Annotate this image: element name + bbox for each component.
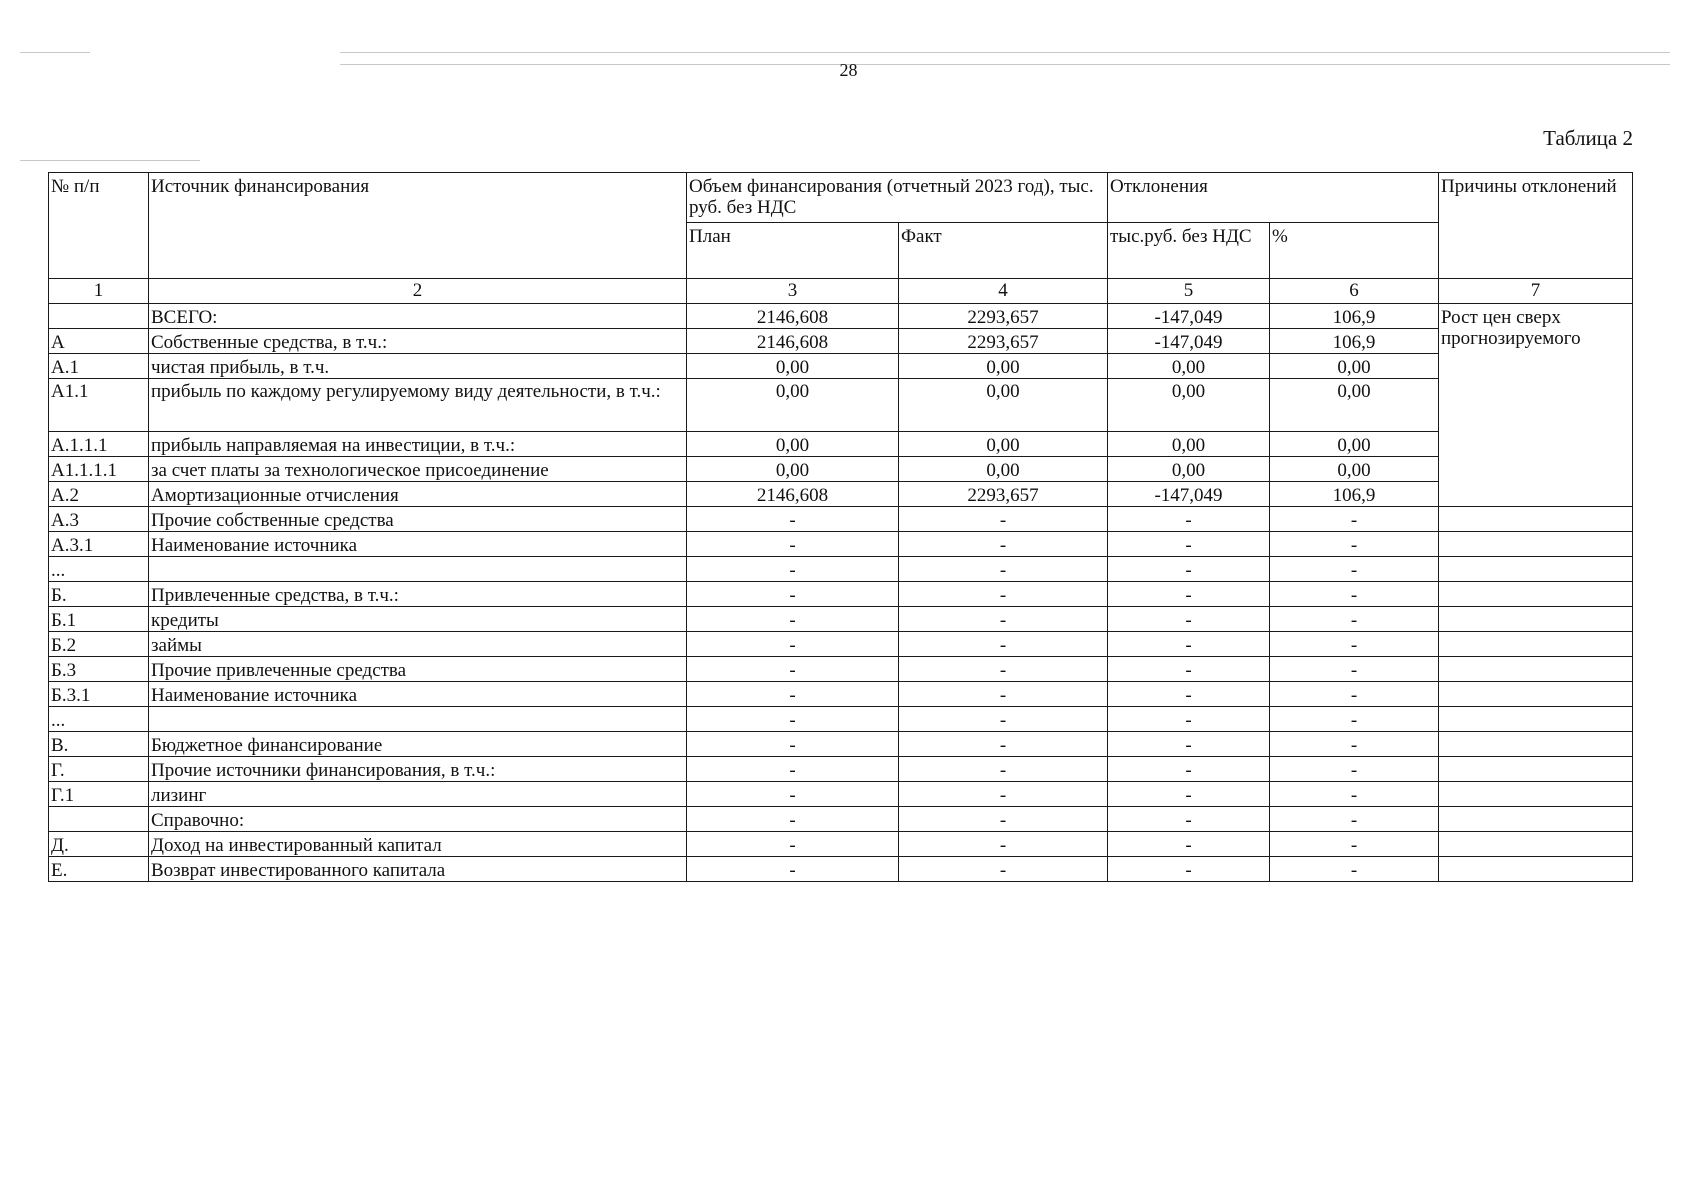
row-deviation-abs: - xyxy=(1108,857,1270,882)
header-num: № п/п xyxy=(49,173,149,279)
column-number: 4 xyxy=(899,279,1108,304)
row-plan-value: - xyxy=(687,607,899,632)
row-num: Б.2 xyxy=(49,632,149,657)
row-source-name: Амортизационные отчисления xyxy=(149,482,687,507)
table-row xyxy=(49,657,1633,682)
row-deviation-pct: 0,00 xyxy=(1270,354,1439,379)
row-deviation-abs: 0,00 xyxy=(1108,432,1270,457)
table-row xyxy=(49,354,1633,379)
row-plan-value: 2146,608 xyxy=(687,329,899,354)
scan-line xyxy=(340,52,1670,53)
row-deviation-pct: - xyxy=(1270,507,1439,532)
header-plan: План xyxy=(687,223,899,279)
row-source-name: Бюджетное финансирование xyxy=(149,732,687,757)
row-deviation-pct: - xyxy=(1270,757,1439,782)
row-deviation-pct: - xyxy=(1270,857,1439,882)
row-num xyxy=(49,807,149,832)
row-fact-value: - xyxy=(899,657,1108,682)
row-deviation-pct: 106,9 xyxy=(1270,482,1439,507)
row-num: Б.3.1 xyxy=(49,682,149,707)
row-source-name: Собственные средства, в т.ч.: xyxy=(149,329,687,354)
table-caption: Таблица 2 xyxy=(1543,126,1633,150)
row-plan-value: - xyxy=(687,657,899,682)
header-dev-pct: % xyxy=(1270,223,1439,279)
row-reason-empty xyxy=(1439,682,1633,707)
row-plan-value: - xyxy=(687,807,899,832)
row-fact-value: - xyxy=(899,632,1108,657)
row-deviation-abs: - xyxy=(1108,657,1270,682)
row-plan-value: 2146,608 xyxy=(687,482,899,507)
row-num: А.1 xyxy=(49,354,149,379)
table-row xyxy=(49,432,1633,457)
row-num: Е. xyxy=(49,857,149,882)
row-num xyxy=(49,304,149,329)
row-fact-value: - xyxy=(899,732,1108,757)
row-deviation-abs: - xyxy=(1108,582,1270,607)
header-fact: Факт xyxy=(899,223,1108,279)
row-plan-value: - xyxy=(687,757,899,782)
row-plan-value: - xyxy=(687,582,899,607)
row-num: А1.1 xyxy=(49,379,149,432)
table-row xyxy=(49,707,1633,732)
table-row xyxy=(49,379,1633,432)
row-fact-value: - xyxy=(899,582,1108,607)
row-deviation-pct: - xyxy=(1270,557,1439,582)
row-plan-value: - xyxy=(687,682,899,707)
row-deviation-abs: - xyxy=(1108,507,1270,532)
row-deviation-abs: - xyxy=(1108,782,1270,807)
row-deviation-abs: - xyxy=(1108,607,1270,632)
row-source-name: Прочие собственные средства xyxy=(149,507,687,532)
row-deviation-abs: 0,00 xyxy=(1108,379,1270,432)
row-fact-value: - xyxy=(899,557,1108,582)
row-fact-value: - xyxy=(899,757,1108,782)
row-deviation-abs: - xyxy=(1108,557,1270,582)
row-source-name xyxy=(149,707,687,732)
row-num: Б.1 xyxy=(49,607,149,632)
row-deviation-abs: - xyxy=(1108,707,1270,732)
row-source-name: прибыль направляемая на инвестиции, в т.ч.: xyxy=(149,432,687,457)
row-plan-value: - xyxy=(687,732,899,757)
row-source-name: за счет платы за технологическое присоединение xyxy=(149,457,687,482)
row-fact-value: 0,00 xyxy=(899,432,1108,457)
row-source-name: лизинг xyxy=(149,782,687,807)
column-number: 5 xyxy=(1108,279,1270,304)
row-deviation-abs: -147,049 xyxy=(1108,329,1270,354)
table-row xyxy=(49,582,1633,607)
row-num: Г.1 xyxy=(49,782,149,807)
row-source-name: кредиты xyxy=(149,607,687,632)
row-source-name: Возврат инвестированного капитала xyxy=(149,857,687,882)
row-fact-value: - xyxy=(899,532,1108,557)
table-row xyxy=(49,807,1633,832)
scan-line xyxy=(20,160,200,161)
header-dev-abs: тыс.руб. без НДС xyxy=(1108,223,1270,279)
row-num: А xyxy=(49,329,149,354)
row-fact-value: - xyxy=(899,707,1108,732)
table-row xyxy=(49,632,1633,657)
row-plan-value: - xyxy=(687,532,899,557)
row-fact-value: 2293,657 xyxy=(899,329,1108,354)
row-deviation-pct: - xyxy=(1270,782,1439,807)
row-fact-value: 2293,657 xyxy=(899,304,1108,329)
row-reason-empty xyxy=(1439,857,1633,882)
row-source-name: прибыль по каждому регулируемому виду деятельности, в т.ч.: xyxy=(149,379,687,432)
row-num: А.1.1.1 xyxy=(49,432,149,457)
row-reason-empty xyxy=(1439,532,1633,557)
row-num: А1.1.1.1 xyxy=(49,457,149,482)
table-row xyxy=(49,304,1633,329)
row-reason-empty xyxy=(1439,657,1633,682)
table-row xyxy=(49,832,1633,857)
row-reason-empty xyxy=(1439,732,1633,757)
row-source-name: Доход на инвестированный капитал xyxy=(149,832,687,857)
header-source: Источник финансирования xyxy=(149,173,687,279)
row-source-name xyxy=(149,557,687,582)
row-plan-value: - xyxy=(687,507,899,532)
column-number: 1 xyxy=(49,279,149,304)
row-deviation-abs: - xyxy=(1108,807,1270,832)
row-fact-value: 0,00 xyxy=(899,354,1108,379)
row-deviation-pct: - xyxy=(1270,807,1439,832)
table-row xyxy=(49,507,1633,532)
row-num: ... xyxy=(49,707,149,732)
page-number: 28 xyxy=(839,60,858,80)
row-deviation-pct: 106,9 xyxy=(1270,329,1439,354)
row-num: Г. xyxy=(49,757,149,782)
row-deviation-abs: -147,049 xyxy=(1108,304,1270,329)
row-source-name: Прочие источники финансирования, в т.ч.: xyxy=(149,757,687,782)
row-deviation-abs: - xyxy=(1108,632,1270,657)
row-fact-value: 0,00 xyxy=(899,379,1108,432)
row-num: Д. xyxy=(49,832,149,857)
row-deviation-pct: - xyxy=(1270,682,1439,707)
column-number: 6 xyxy=(1270,279,1439,304)
row-source-name: Наименование источника xyxy=(149,682,687,707)
row-source-name: Справочно: xyxy=(149,807,687,832)
row-deviation-abs: - xyxy=(1108,682,1270,707)
row-plan-value: 0,00 xyxy=(687,457,899,482)
row-deviation-pct: - xyxy=(1270,657,1439,682)
row-num: Б. xyxy=(49,582,149,607)
row-deviation-abs: 0,00 xyxy=(1108,457,1270,482)
row-reason-empty xyxy=(1439,607,1633,632)
table-row xyxy=(49,607,1633,632)
row-plan-value: - xyxy=(687,557,899,582)
row-plan-value: 0,00 xyxy=(687,379,899,432)
row-plan-value: - xyxy=(687,857,899,882)
row-fact-value: - xyxy=(899,807,1108,832)
row-num: А.3 xyxy=(49,507,149,532)
row-deviation-abs: - xyxy=(1108,832,1270,857)
row-deviation-pct: - xyxy=(1270,607,1439,632)
row-reason-empty xyxy=(1439,757,1633,782)
row-source-name: Прочие привлеченные средства xyxy=(149,657,687,682)
row-reason-empty xyxy=(1439,807,1633,832)
row-deviation-abs: - xyxy=(1108,732,1270,757)
column-number: 7 xyxy=(1439,279,1633,304)
column-number: 2 xyxy=(149,279,687,304)
row-reason-empty xyxy=(1439,832,1633,857)
table-row xyxy=(49,732,1633,757)
row-source-name: Наименование источника xyxy=(149,532,687,557)
row-plan-value: - xyxy=(687,632,899,657)
table-row xyxy=(49,329,1633,354)
row-reason-empty xyxy=(1439,707,1633,732)
table-row xyxy=(49,557,1633,582)
table-row xyxy=(49,757,1633,782)
row-plan-value: 0,00 xyxy=(687,354,899,379)
row-plan-value: - xyxy=(687,782,899,807)
row-num: А.3.1 xyxy=(49,532,149,557)
row-source-name: займы xyxy=(149,632,687,657)
reason-text: Рост цен сверх прогнозируемого xyxy=(1439,304,1633,507)
row-reason-empty xyxy=(1439,557,1633,582)
row-num: А.2 xyxy=(49,482,149,507)
row-plan-value: - xyxy=(687,832,899,857)
header-deviations: Отклонения xyxy=(1108,173,1439,223)
row-deviation-abs: 0,00 xyxy=(1108,354,1270,379)
row-deviation-abs: - xyxy=(1108,532,1270,557)
header-volume: Объем финансирования (отчетный 2023 год), тыс. руб. без НДС xyxy=(687,173,1108,223)
row-num: В. xyxy=(49,732,149,757)
table-row xyxy=(49,682,1633,707)
scan-line xyxy=(20,52,90,53)
row-deviation-pct: - xyxy=(1270,632,1439,657)
row-deviation-pct: 0,00 xyxy=(1270,432,1439,457)
header-reasons: Причины отклонений xyxy=(1439,173,1633,279)
row-reason-empty xyxy=(1439,582,1633,607)
row-source-name: Привлеченные средства, в т.ч.: xyxy=(149,582,687,607)
row-reason-empty xyxy=(1439,782,1633,807)
row-deviation-abs: -147,049 xyxy=(1108,482,1270,507)
table-row xyxy=(49,782,1633,807)
row-fact-value: - xyxy=(899,832,1108,857)
table-row xyxy=(49,482,1633,507)
row-fact-value: - xyxy=(899,682,1108,707)
row-fact-value: - xyxy=(899,607,1108,632)
row-deviation-pct: - xyxy=(1270,582,1439,607)
table-row xyxy=(49,457,1633,482)
row-fact-value: 2293,657 xyxy=(899,482,1108,507)
row-source-name: чистая прибыль, в т.ч. xyxy=(149,354,687,379)
row-fact-value: - xyxy=(899,857,1108,882)
row-deviation-pct: - xyxy=(1270,532,1439,557)
row-reason-empty xyxy=(1439,507,1633,532)
row-reason-empty xyxy=(1439,632,1633,657)
row-num: ... xyxy=(49,557,149,582)
row-fact-value: - xyxy=(899,782,1108,807)
row-deviation-pct: - xyxy=(1270,732,1439,757)
row-plan-value: - xyxy=(687,707,899,732)
row-plan-value: 0,00 xyxy=(687,432,899,457)
financing-table xyxy=(48,172,1633,882)
column-number: 3 xyxy=(687,279,899,304)
table-row xyxy=(49,857,1633,882)
row-deviation-pct: 106,9 xyxy=(1270,304,1439,329)
row-deviation-pct: 0,00 xyxy=(1270,457,1439,482)
row-num: Б.3 xyxy=(49,657,149,682)
row-deviation-abs: - xyxy=(1108,757,1270,782)
row-deviation-pct: 0,00 xyxy=(1270,379,1439,432)
row-fact-value: - xyxy=(899,507,1108,532)
table-row xyxy=(49,532,1633,557)
row-deviation-pct: - xyxy=(1270,707,1439,732)
row-deviation-pct: - xyxy=(1270,832,1439,857)
row-plan-value: 2146,608 xyxy=(687,304,899,329)
row-source-name: ВСЕГО: xyxy=(149,304,687,329)
row-fact-value: 0,00 xyxy=(899,457,1108,482)
